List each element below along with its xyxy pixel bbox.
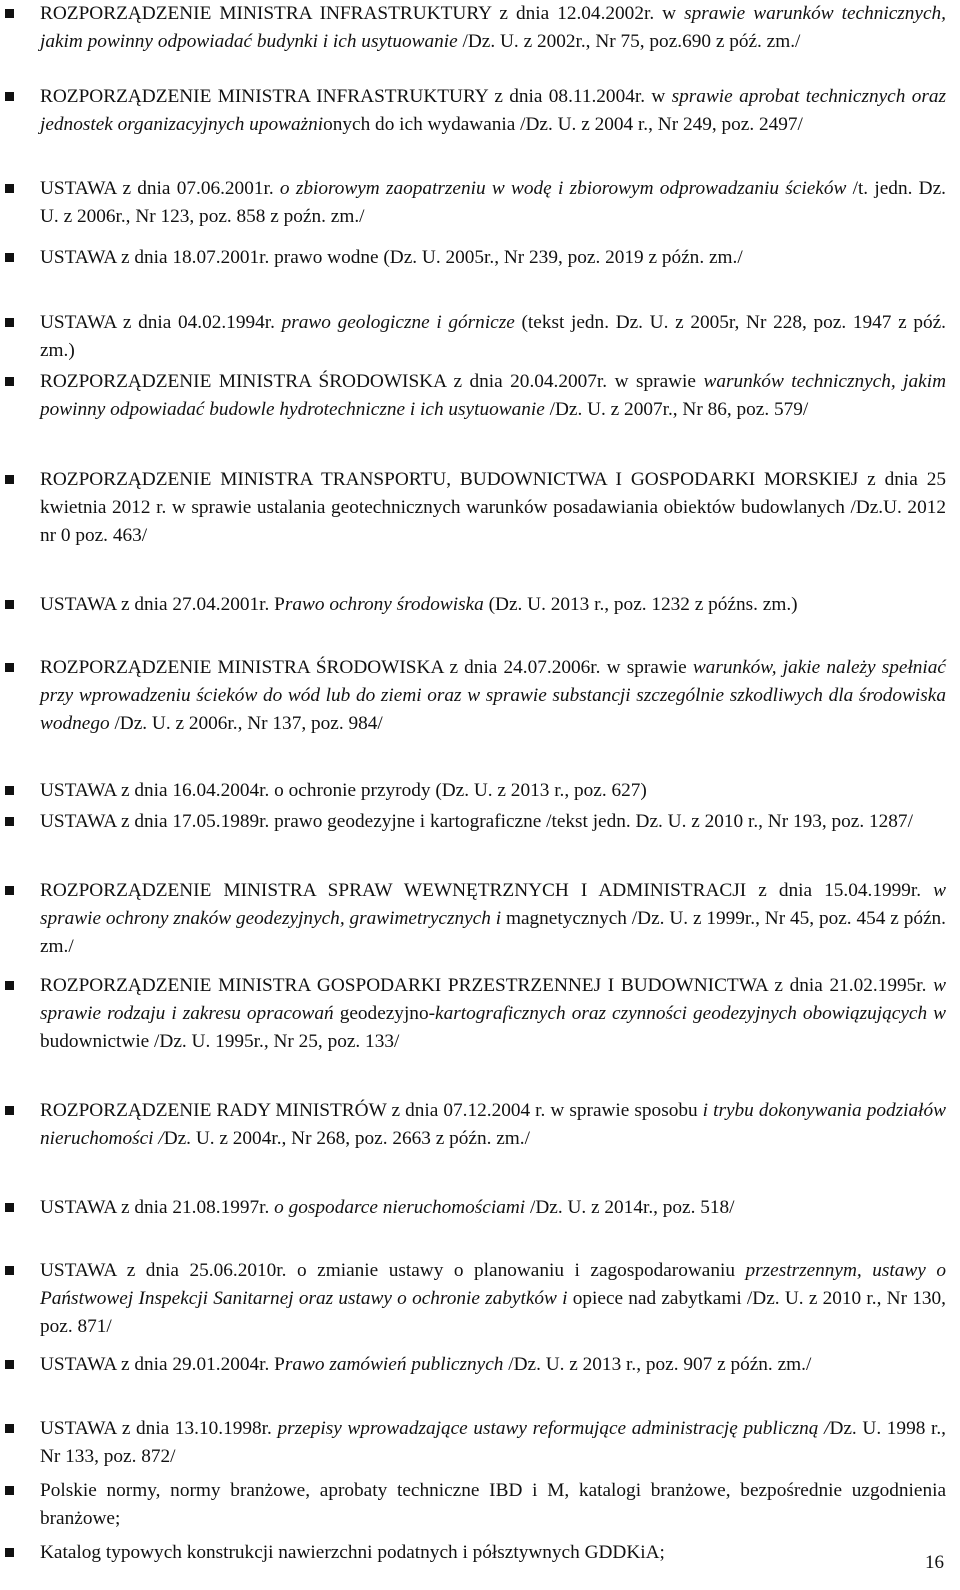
text-run: /Dz. U. z 2002r., Nr 75, poz.690 z póź. zm./ — [457, 30, 801, 52]
italic-text-run: sprawie aprobat technicznych oraz jednostek organizacyjnych upoważni — [40, 86, 946, 135]
regulation-item — [40, 1097, 946, 1153]
text-run: /Dz. U. z 2007r., Nr 86, poz. 579/ — [544, 398, 809, 420]
italic-text-run: przestrzennym, ustawy o Państwowej Inspekcji Sanitarnej oraz ustawy o ochronie zabytków i — [40, 1260, 946, 1309]
regulation-item — [40, 1194, 946, 1222]
item-text — [40, 1542, 665, 1563]
text-run: USTAWA z dnia 13.10.1998r. — [40, 1418, 278, 1439]
italic-text-run: sprawie warunków technicznych, jakim powinny odpowiadać budynki i ich usytuowanie — [40, 3, 946, 52]
text-run: (tekst jedn. Dz. U. z 2005r, Nr 228, poz. 1947 z póź. zm.) — [40, 312, 946, 361]
bullet-icon — [5, 475, 14, 484]
regulation-item — [40, 877, 946, 960]
item-text — [40, 657, 946, 734]
item-text — [40, 811, 913, 832]
text-run: /t. jedn. Dz. U. z 2006r., Nr 123, poz. 858 z poźn. zm./ — [40, 178, 946, 227]
bullet-icon — [5, 253, 14, 262]
italic-text-run: o gospodarce nieruchomościami — [274, 1197, 526, 1218]
bullet-icon — [5, 1486, 14, 1495]
item-text — [40, 178, 946, 227]
bullet-icon — [5, 1266, 14, 1275]
text-run: ROZPORZĄDZENIE MINISTRA ŚRODOWISKA z dnia 20.04.2007r. w sprawie — [40, 371, 704, 392]
item-text — [40, 86, 946, 135]
italic-text-run: warunków technicznych, jakim powinny odpowiadać budowle hydrotechniczne i ich usytuowanie — [40, 371, 946, 420]
item-text — [40, 469, 946, 546]
text-run: USTAWA z dnia 27.04.2001r. P — [40, 594, 285, 615]
regulation-item — [40, 175, 946, 231]
item-text — [40, 1260, 946, 1337]
text-run: USTAWA z dnia 21.08.1997r. — [40, 1197, 275, 1218]
bullet-icon — [5, 377, 14, 386]
text-run: USTAWA z dnia 04.02.1994r. — [40, 312, 282, 333]
text-run: USTAWA z dnia 29.01.2004r. P — [40, 1354, 285, 1375]
bullet-icon — [5, 1360, 14, 1369]
item-text — [40, 3, 946, 52]
regulation-item — [40, 1257, 946, 1340]
text-run: USTAWA z dnia 17.05.1989r. prawo geodezyjne i kartograficzne /tekst jedn. Dz. U. z 2010 r., Nr 193, poz. 1287/ — [40, 811, 913, 832]
bullet-icon — [5, 1424, 14, 1433]
text-run: (Dz. U. 2013 r., poz. 1232 z późns. zm.) — [483, 594, 798, 615]
italic-text-run: o zbiorowym zaopatrzeniu w wodę i zbiorowym odprowadzaniu ścieków — [279, 178, 847, 199]
bullet-icon — [5, 663, 14, 672]
italic-text-run: w sprawie ochrony znaków geodezyjnych, grawimetrycznych i — [40, 880, 946, 929]
bullet-icon — [5, 981, 14, 990]
bullet-icon — [5, 786, 14, 795]
bullet-icon — [5, 318, 14, 327]
item-text — [40, 1197, 735, 1218]
item-text — [40, 312, 946, 361]
regulation-item — [40, 654, 946, 737]
bullet-icon — [5, 1203, 14, 1212]
regulation-item — [40, 83, 946, 139]
regulation-item — [40, 591, 946, 619]
text-run: opiece nad zabytkami /Dz. U. z 2010 r., Nr 130, poz. 871/ — [40, 1287, 946, 1337]
regulation-item — [40, 972, 946, 1055]
text-run: Dz. U. z 2004r., Nr 268, poz. 2663 z późn. zm./ — [163, 1127, 530, 1149]
item-text — [40, 1354, 811, 1375]
text-run: Dz. U. 1998 r., Nr 133, poz. 872/ — [40, 1418, 946, 1467]
regulation-item — [40, 466, 946, 549]
item-text — [40, 247, 743, 268]
text-run: ROZPORZĄDZENIE MINISTRA GOSPODARKI PRZESTRZENNEJ I BUDOWNICTWA z dnia 21.02.1995r. — [40, 975, 934, 996]
bullet-icon — [5, 817, 14, 826]
regulation-item — [40, 309, 946, 365]
text-run: ROZPORZĄDZENIE MINISTRA ŚRODOWISKA z dnia 24.07.2006r. w sprawie — [40, 657, 693, 678]
text-run: ROZPORZĄDZENIE MINISTRA SPRAW WEWNĘTRZNYCH I ADMINISTRACJI z dnia 15.04.1999r. — [40, 880, 934, 901]
item-text — [40, 1100, 946, 1149]
bullet-icon — [5, 600, 14, 609]
text-run: onych do ich wydawania /Dz. U. z 2004 r., Nr 249, poz. 2497/ — [323, 113, 803, 135]
item-text — [40, 780, 647, 801]
item-text — [40, 975, 946, 1052]
text-run: geodezyjno- — [333, 1002, 436, 1024]
italic-text-run: rawo ochrony środowiska — [284, 594, 484, 615]
text-run: ROZPORZĄDZENIE MINISTRA TRANSPORTU, BUDOWNICTWA I GOSPODARKI MORSKIEJ z dnia 25 kwietnia 2012 r. w sprawie ustalania geotechnicznych warunków posadawiania obiektów budowlanych /Dz.U. 2012 nr 0 poz. 463/ — [40, 469, 946, 546]
bullet-icon — [5, 9, 14, 18]
text-run: /Dz. U. z 2014r., poz. 518/ — [525, 1197, 735, 1218]
regulation-item — [40, 1477, 946, 1533]
text-run: USTAWA z dnia 07.06.2001r. — [40, 178, 280, 199]
text-run: magnetycznych /Dz. U. z 1999r., Nr 45, poz. 454 z późn. zm./ — [40, 907, 946, 957]
italic-text-run: przepisy wprowadzające ustawy reformujące administrację publiczną / — [277, 1418, 830, 1439]
text-run: USTAWA z dnia 18.07.2001r. prawo wodne (Dz. U. 2005r., Nr 239, poz. 2019 z późn. zm./ — [40, 247, 743, 268]
item-text — [40, 1418, 946, 1467]
page-number: 16 — [925, 1552, 944, 1573]
bullet-icon — [5, 1106, 14, 1115]
text-run: USTAWA z dnia 25.06.2010r. o zmianie ustawy o planowaniu i zagospodarowaniu — [40, 1260, 746, 1281]
text-run: ROZPORZĄDZENIE MINISTRA INFRASTRUKTURY z dnia 12.04.2002r. w — [40, 3, 685, 24]
regulation-item — [40, 244, 946, 272]
bullet-icon — [5, 92, 14, 101]
item-text — [40, 880, 946, 957]
item-text — [40, 1480, 946, 1529]
text-run: USTAWA z dnia 16.04.2004r. o ochronie przyrody (Dz. U. z 2013 r., poz. 627) — [40, 780, 647, 801]
bullet-icon — [5, 184, 14, 193]
text-run: /Dz. U. z 2013 r., poz. 907 z późn. zm./ — [503, 1354, 812, 1375]
italic-text-run: prawo geologiczne i górnicze — [281, 312, 515, 333]
text-run: Katalog typowych konstrukcji nawierzchni podatnych i półsztywnych GDDKiA; — [40, 1542, 665, 1563]
regulation-item — [40, 1351, 946, 1379]
italic-text-run: w sprawie rodzaju i zakresu opracowań — [40, 975, 946, 1024]
bullet-icon — [5, 886, 14, 895]
item-text — [40, 371, 946, 420]
italic-text-run: rawo zamówień publicznych — [284, 1354, 504, 1375]
regulation-item — [40, 1415, 946, 1471]
italic-text-run: kartograficznych oraz czynności geodezyjnych obowiązujących w — [435, 1002, 946, 1024]
text-run: /Dz. U. z 2006r., Nr 137, poz. 984/ — [109, 712, 383, 734]
text-run: Polskie normy, normy branżowe, aprobaty techniczne IBD i M, katalogi branżowe, bezpośrednie uzgodnienia branżowe; — [40, 1480, 946, 1529]
text-run: budownictwie /Dz. U. 1995r., Nr 25, poz. 133/ — [40, 1030, 400, 1052]
regulation-item — [40, 777, 946, 805]
regulation-item — [40, 368, 946, 424]
text-run: ROZPORZĄDZENIE MINISTRA INFRASTRUKTURY z dnia 08.11.2004r. w — [40, 86, 672, 107]
regulation-item — [40, 808, 946, 836]
regulation-item — [40, 1539, 946, 1567]
italic-text-run: i trybu dokonywania podziałów nieruchomości / — [40, 1100, 946, 1149]
text-run: ROZPORZĄDZENIE RADY MINISTRÓW z dnia 07.12.2004 r. w sprawie sposobu — [40, 1100, 703, 1121]
item-text — [40, 594, 798, 615]
bullet-icon — [5, 1548, 14, 1557]
regulation-item — [40, 0, 946, 56]
italic-text-run: warunków, jakie należy spełniać przy wprowadzeniu ścieków do wód lub do ziemi oraz w sprawie substancji szczególnie szkodliwych dla środowiska wodnego — [40, 657, 946, 734]
